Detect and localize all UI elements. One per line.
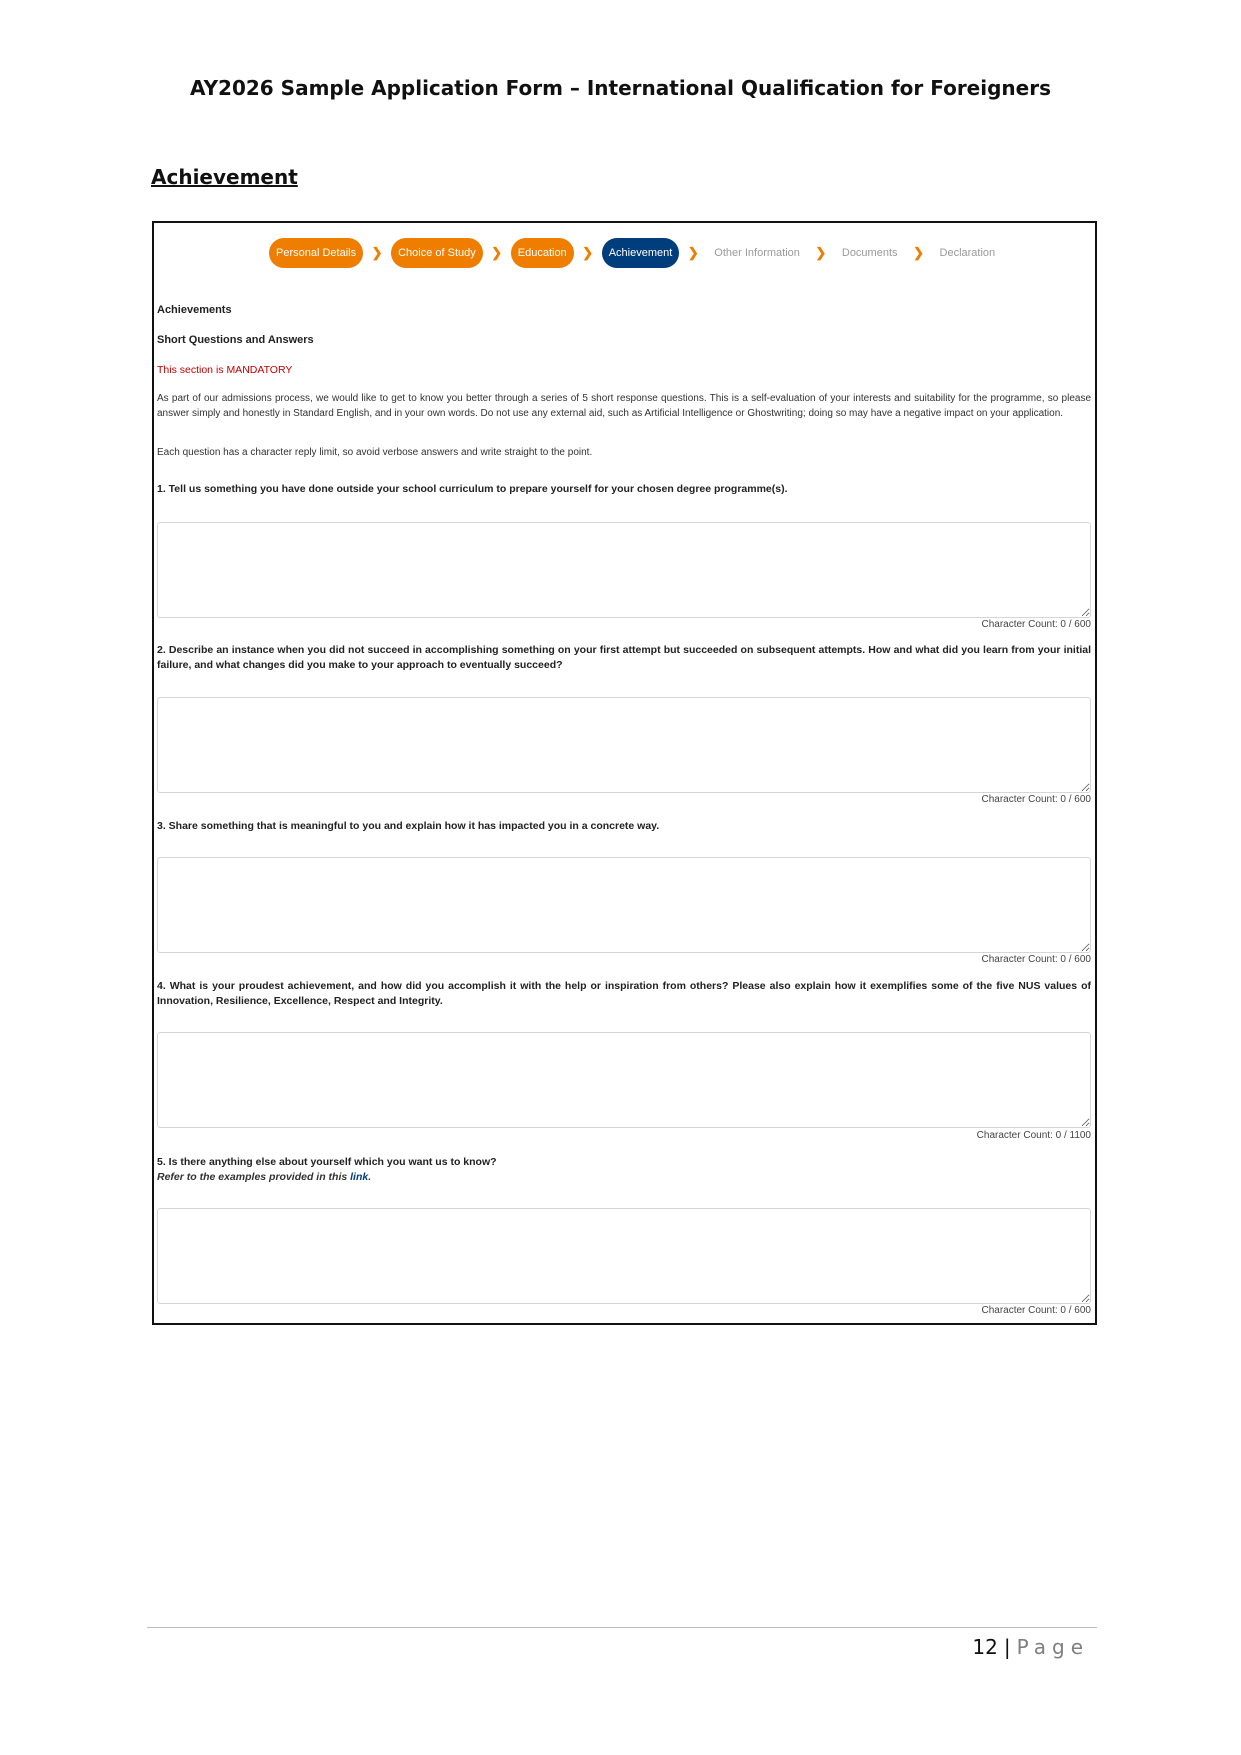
character-count-1: Character Count: 0 / 600 [981, 619, 1091, 630]
chevron-right-icon: ❯ [491, 245, 503, 260]
character-count-4: Character Count: 0 / 1100 [976, 1130, 1091, 1141]
question-5-note [157, 1171, 371, 1183]
answer-3-textarea[interactable] [157, 857, 1091, 953]
form-heading: Achievements [157, 304, 232, 316]
step-declaration: Declaration [939, 247, 996, 259]
question-5: 5. Is there anything else about yourself which you want us to know? [157, 1156, 497, 1168]
footer-divider [147, 1627, 1097, 1628]
limit-note: Each question has a character reply limit, so avoid verbose answers and write straight to the point. [157, 447, 593, 458]
character-count-2: Character Count: 0 / 600 [981, 794, 1091, 805]
step-education[interactable]: Education [511, 238, 574, 268]
chevron-right-icon: ❯ [815, 245, 827, 260]
step-other-information: Other Information [714, 247, 800, 259]
answer-4-textarea[interactable] [157, 1032, 1091, 1128]
chevron-right-icon: ❯ [582, 245, 594, 260]
answer-1-textarea[interactable] [157, 522, 1091, 618]
form-screenshot-frame [152, 221, 1097, 1325]
step-achievement[interactable]: Achievement [602, 238, 680, 268]
page-number: 12 [972, 1635, 998, 1659]
form-subheading: Short Questions and Answers [157, 334, 314, 346]
document-title: AY2026 Sample Application Form – International Qualification for Foreigners [190, 76, 1051, 100]
question-3: 3. Share something that is meaningful to you and explain how it has impacted you in a concrete way. [157, 820, 660, 832]
examples-link[interactable]: link [350, 1171, 369, 1183]
mandatory-notice: This section is MANDATORY [157, 364, 293, 376]
question-2: 2. Describe an instance when you did not succeed in accomplishing something on your first attempt but succeeded on subsequent attempts. How and what did you learn from your initial failure, and what changes did you make to your approach to eventually succeed? [157, 644, 1091, 671]
character-count-3: Character Count: 0 / 600 [981, 954, 1091, 965]
progress-steps [269, 238, 1002, 268]
character-count-5: Character Count: 0 / 600 [981, 1305, 1091, 1316]
chevron-right-icon: ❯ [913, 245, 924, 260]
page-separator: | [1003, 1635, 1011, 1659]
answer-5-textarea[interactable] [157, 1208, 1091, 1304]
intro-paragraph: As part of our admissions process, we would like to get to know you better through a series of 5 short response questions. This is a self-evaluation of your interests and suitability for the programme, so please answer simply and honestly in Standard English, and in your own words. Do not use any external aid, such as Artificial Intelligence or Ghostwriting; doing so may have a negative impact on your application. [157, 393, 1091, 419]
step-personal-details[interactable]: Personal Details [269, 238, 363, 268]
step-documents: Documents [841, 247, 898, 259]
step-choice-of-study[interactable]: Choice of Study [391, 238, 483, 268]
answer-2-textarea[interactable] [157, 697, 1091, 793]
page-footer [972, 1635, 1089, 1659]
section-heading: Achievement [151, 165, 298, 189]
question-5-note-suffix: . [368, 1171, 372, 1183]
chevron-right-icon: ❯ [371, 245, 383, 260]
chevron-right-icon: ❯ [687, 245, 699, 260]
question-1: 1. Tell us something you have done outside your school curriculum to prepare yourself for your chosen degree programme(s). [157, 483, 788, 495]
page-word: Page [1016, 1635, 1089, 1659]
question-4: 4. What is your proudest achievement, and how did you accomplish it with the help or inspiration from others? Please also explain how it exemplifies some of the five NUS values of Innovation, Resilience, Excellence, Respect and Integrity. [157, 980, 1091, 1007]
question-5-note-prefix: Refer to the examples provided in this [157, 1171, 351, 1183]
